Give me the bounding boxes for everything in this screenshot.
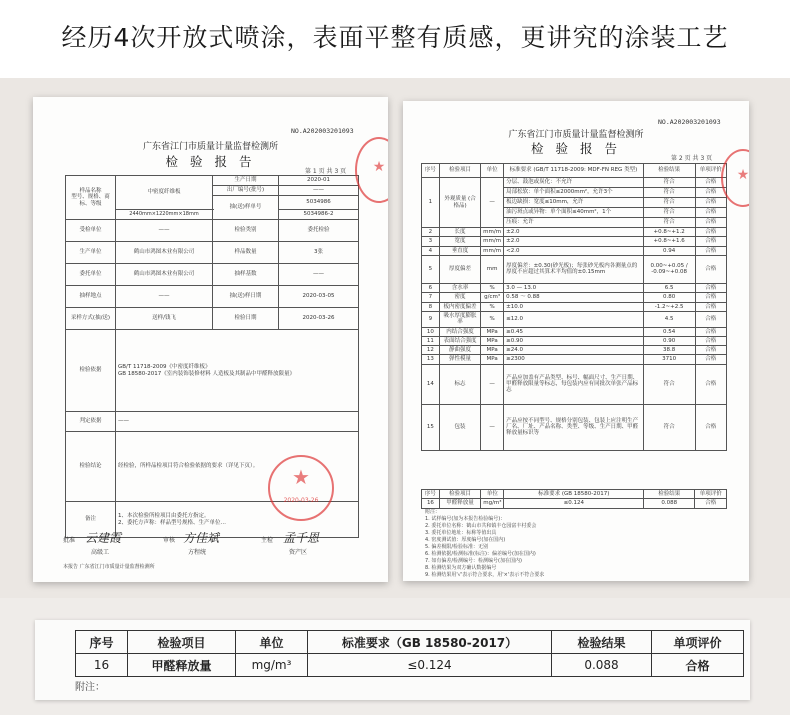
table-cell: 单位 bbox=[481, 164, 504, 178]
table-cell: 密度 bbox=[439, 293, 480, 302]
table-cell: 合格 bbox=[695, 327, 727, 336]
table-cell: 合格 bbox=[695, 218, 727, 228]
table-cell: 0.58 ～ 0.88 bbox=[504, 293, 644, 302]
table-row bbox=[422, 311, 727, 327]
approver-label: 批准 bbox=[63, 537, 76, 544]
field-label: 抽(送)样单号 bbox=[213, 196, 279, 220]
table-cell: — bbox=[481, 364, 504, 404]
zoom-header-cell: 检验项目 bbox=[128, 631, 236, 654]
zoom-header-row bbox=[76, 631, 744, 654]
zoom-header-cell: 单位 bbox=[236, 631, 308, 654]
table-cell: MPa bbox=[481, 355, 504, 364]
product-spec: 2440mm×1220mm×18mm bbox=[116, 210, 213, 220]
table-cell: 7 bbox=[422, 293, 440, 302]
table-cell: 吸水厚度膨胀率 bbox=[439, 311, 480, 327]
table-cell: 合格 bbox=[695, 293, 727, 302]
table-cell: 标准要求 (GB 18580-2017) bbox=[504, 490, 644, 499]
table-cell: — bbox=[481, 404, 504, 450]
table-row bbox=[422, 283, 727, 292]
results-table bbox=[421, 163, 727, 451]
note-line: 4. 密度测试值：厚度编号(加在国内) bbox=[425, 537, 506, 543]
zoom-cell: mg/m³ bbox=[236, 654, 308, 677]
table-row bbox=[422, 228, 727, 237]
table-cell: 长度 bbox=[439, 228, 480, 237]
table-row bbox=[422, 336, 727, 345]
table-cell: 2 bbox=[422, 228, 440, 237]
table-cell: 5 bbox=[422, 255, 440, 283]
field-value: —— bbox=[116, 220, 213, 242]
table-cell: 序号 bbox=[422, 490, 440, 499]
zoom-data-row bbox=[76, 654, 744, 677]
notes-label: 附注： bbox=[425, 509, 441, 515]
table-cell: 合格 bbox=[695, 188, 727, 198]
note-line: 8. 检测结果为双方确认数据编号 bbox=[425, 565, 497, 571]
table-cell: 合格 bbox=[695, 499, 727, 508]
table-cell: mg/m³ bbox=[481, 499, 504, 508]
zoom-header-cell: 单项评价 bbox=[652, 631, 744, 654]
table-cell: ≥0.45 bbox=[504, 327, 644, 336]
seal-star-icon: ★ bbox=[736, 167, 749, 183]
report-footer: 本报告 广东省江门市质量计量监督检测所 bbox=[63, 564, 155, 570]
table-cell: 0.80 bbox=[643, 293, 695, 302]
table-cell: 标志 bbox=[439, 364, 480, 404]
auditor-label: 审核 bbox=[163, 537, 176, 544]
table-cell: 合格 bbox=[695, 364, 727, 404]
field-value: 送样/钱飞 bbox=[116, 308, 213, 330]
table-cell: MPa bbox=[481, 346, 504, 355]
table-cell: 3.0 — 13.0 bbox=[504, 283, 644, 292]
field-value: 2020-03-05 bbox=[279, 286, 359, 308]
table-cell: 0.54 bbox=[643, 327, 695, 336]
field-label: 委托单位 bbox=[66, 264, 116, 286]
table-cell: 6.5 bbox=[643, 283, 695, 292]
table-cell: 14 bbox=[422, 364, 440, 404]
table-cell: 符合 bbox=[643, 208, 695, 218]
table-cell: 静曲强度 bbox=[439, 346, 480, 355]
table-cell: ≥2300 bbox=[504, 355, 644, 364]
note-line: 7. 如有偏差/检测编号：检测编号(加在国内) bbox=[425, 558, 522, 564]
field-value: 5034986 bbox=[279, 196, 359, 210]
field-label: 样品数量 bbox=[213, 242, 279, 264]
table-cell: 符合 bbox=[643, 178, 695, 188]
auditor-signature: 方佳斌 bbox=[183, 531, 220, 545]
table-cell: % bbox=[481, 302, 504, 311]
table-cell: 0.90 bbox=[643, 336, 695, 345]
zoom-cell: 合格 bbox=[652, 654, 744, 677]
note-line: 6. 检测依据/检测标准(标注)：偏差编号(加在国内) bbox=[425, 551, 536, 557]
table-cell: 合格 bbox=[695, 208, 727, 218]
table-cell: 9 bbox=[422, 311, 440, 327]
remark-cell: 1、本次检验所检项目由委托方指定。 2、委托方声称：样品型号规格、生产单位… bbox=[116, 502, 359, 538]
table-cell: % bbox=[481, 283, 504, 292]
table-cell: 垂直度 bbox=[439, 246, 480, 255]
table-cell: ≤0.124 bbox=[504, 499, 644, 508]
table-cell: 合格 bbox=[695, 311, 727, 327]
note-line: 9. 检测结果用'√'表示符合要求，用'×'表示不符合要求 bbox=[425, 572, 545, 578]
zoomed-result-strip bbox=[35, 620, 750, 700]
field-label: 抽样基数 bbox=[213, 264, 279, 286]
table-cell: 6 bbox=[422, 283, 440, 292]
table-cell: 内结合强度 bbox=[439, 327, 480, 336]
zoom-note: 附注： bbox=[75, 682, 105, 693]
table-cell: -1.2~+2.5 bbox=[643, 302, 695, 311]
table-cell: 检验结果 bbox=[644, 490, 695, 499]
table-cell: 4.5 bbox=[643, 311, 695, 327]
table-cell: +0.8~+1.2 bbox=[643, 228, 695, 237]
table-cell: 厚度偏差 bbox=[439, 255, 480, 283]
field-value: 2020-03-26 bbox=[279, 308, 359, 330]
report-org: 广东省江门市质量计量监督检测所 bbox=[142, 142, 278, 152]
table-cell: 分层、鼓泡或炭化：不允许 bbox=[504, 178, 644, 188]
table-row bbox=[422, 404, 727, 450]
field-label: 检验日期 bbox=[213, 308, 279, 330]
field-label: 采样方式(抽/送) bbox=[66, 308, 116, 330]
table-cell: ±2.0 bbox=[504, 237, 644, 246]
field-value: 鹤山市鸿图木业有限公司 bbox=[116, 264, 213, 286]
table-cell: ≤12.0 bbox=[504, 311, 644, 327]
field-value: 鹤山市鸿图木业有限公司 bbox=[116, 242, 213, 264]
table-cell: 合格 bbox=[695, 255, 727, 283]
red-seal-stamp bbox=[268, 455, 334, 521]
table-cell: 单位 bbox=[481, 490, 504, 499]
table-cell: 序号 bbox=[422, 164, 440, 178]
product-name: 中密度纤维板 bbox=[116, 176, 213, 210]
seal-star-icon: ★ bbox=[372, 159, 386, 175]
table-cell: 合格 bbox=[695, 336, 727, 345]
basis-cell: GB/T 11718-2009《中密度纤维板》 GB 18580-2017《室内装饰装修材料 人造板及其制品中甲醛释放限量》 bbox=[116, 330, 359, 412]
page-indicator: 第 1 页 共 3 页 bbox=[305, 168, 347, 175]
report-title: 检 验 报 告 bbox=[165, 154, 256, 169]
maker-role: 资产区 bbox=[289, 549, 308, 556]
note-line: 1. 试样编号(加为本报告检验编号)： bbox=[425, 516, 506, 522]
table-row bbox=[422, 302, 727, 311]
table-cell: 板内密度偏差 bbox=[439, 302, 480, 311]
table-cell: 局部松软：单个面积≤2000mm²，允许3个 bbox=[504, 188, 644, 198]
table-row bbox=[422, 499, 727, 508]
table-cell: 合格 bbox=[695, 237, 727, 246]
table-row bbox=[422, 355, 727, 364]
zoomed-formaldehyde-table bbox=[75, 630, 744, 677]
table-cell: 符合 bbox=[643, 198, 695, 208]
field-label: 检验依据 bbox=[66, 330, 116, 412]
table-cell: 符合 bbox=[643, 404, 695, 450]
table-cell: 弹性模量 bbox=[439, 355, 480, 364]
table-cell: 含水率 bbox=[439, 283, 480, 292]
table-cell: % bbox=[481, 311, 504, 327]
table-cell: 包装 bbox=[439, 404, 480, 450]
table-cell: g/cm³ bbox=[481, 293, 504, 302]
report-number: NO.A202003201093 bbox=[291, 127, 354, 135]
table-cell: 0.00~+0.05 / -0.09~+0.08 bbox=[643, 255, 695, 283]
zoom-header-cell: 标准要求（GB 18580-2017） bbox=[308, 631, 552, 654]
table-cell: 符合 bbox=[643, 364, 695, 404]
formaldehyde-table bbox=[421, 489, 727, 509]
table-cell: ±2.0 bbox=[504, 228, 644, 237]
table-cell: 38.8 bbox=[643, 346, 695, 355]
field-label: 判定依据 bbox=[66, 412, 116, 432]
table-cell: mm/m bbox=[481, 237, 504, 246]
field-label: 生产单位 bbox=[66, 242, 116, 264]
zoom-cell: ≤0.124 bbox=[308, 654, 552, 677]
table-row bbox=[422, 293, 727, 302]
table-row bbox=[422, 255, 727, 283]
table-cell: +0.8~+1.6 bbox=[643, 237, 695, 246]
table-cell: <2.0 bbox=[504, 246, 644, 255]
table-cell: 3 bbox=[422, 237, 440, 246]
table-cell: 单项评价 bbox=[695, 164, 727, 178]
table-row bbox=[422, 246, 727, 255]
field-label: 检验类别 bbox=[213, 220, 279, 242]
zoom-header-cell: 序号 bbox=[76, 631, 128, 654]
table-cell: 合格 bbox=[695, 198, 727, 208]
table-row bbox=[422, 346, 727, 355]
table-cell: 16 bbox=[422, 499, 440, 508]
table-cell: 10 bbox=[422, 327, 440, 336]
table-cell: 合格 bbox=[695, 404, 727, 450]
zoom-cell: 0.088 bbox=[552, 654, 652, 677]
table-cell: 压痕：允许 bbox=[504, 218, 644, 228]
table-cell: 12 bbox=[422, 346, 440, 355]
table-cell: 0.94 bbox=[643, 246, 695, 255]
table-header-row bbox=[422, 490, 727, 499]
field-value: —— bbox=[279, 264, 359, 286]
table-cell: 单项评价 bbox=[695, 490, 727, 499]
seal-date: 2020-03-26 bbox=[283, 497, 319, 504]
table-cell: — bbox=[481, 178, 504, 228]
table-cell: 合格 bbox=[695, 283, 727, 292]
table-cell: 外观质量 (合格品) bbox=[439, 178, 480, 228]
table-row bbox=[422, 178, 727, 188]
table-cell: 标准要求 (GB/T 11718-2009: MDF-FN REG 类型) bbox=[504, 164, 644, 178]
table-cell: 合格 bbox=[695, 178, 727, 188]
maker-label: 主检 bbox=[261, 537, 274, 544]
table-cell: 0.088 bbox=[644, 499, 695, 508]
note-line: 2. 委托单位名称：鹤山市共和镇丰仓园富丰村委会 bbox=[425, 523, 537, 529]
table-cell: 甲醛释放量 bbox=[439, 499, 480, 508]
field-label: 备注 bbox=[66, 502, 116, 538]
field-label: 抽(送)样日期 bbox=[213, 286, 279, 308]
table-cell: 1 bbox=[422, 178, 440, 228]
table-cell: 8 bbox=[422, 302, 440, 311]
field-label: 检验结论 bbox=[66, 432, 116, 502]
conclusion-text: 经检验，所样品检项目符合检验依据的要求（详见下页）。 bbox=[116, 432, 359, 502]
report-number: NO.A202003201093 bbox=[658, 118, 721, 126]
table-cell: 宽度 bbox=[439, 237, 480, 246]
table-cell: 11 bbox=[422, 336, 440, 345]
table-cell: mm/m bbox=[481, 228, 504, 237]
table-header-row bbox=[422, 164, 727, 178]
table-cell: ≥24.0 bbox=[504, 346, 644, 355]
table-row bbox=[422, 237, 727, 246]
field-label: 生产日期 bbox=[213, 176, 279, 186]
field-value: 3张 bbox=[279, 242, 359, 264]
table-cell: 3710 bbox=[643, 355, 695, 364]
test-report-cover-sheet bbox=[33, 97, 388, 582]
zoom-cell: 甲醛释放量 bbox=[128, 654, 236, 677]
table-cell: 板边缺损：宽度≤10mm，允许 bbox=[504, 198, 644, 208]
report-notes bbox=[425, 509, 725, 579]
report-title: 检 验 报 告 bbox=[531, 141, 621, 156]
table-cell: 4 bbox=[422, 246, 440, 255]
approver-signature: 云建霞 bbox=[85, 531, 122, 545]
note-line: 3. 委托单位地址：标称等值出具 bbox=[425, 530, 497, 536]
table-cell: MPa bbox=[481, 336, 504, 345]
zoom-cell: 16 bbox=[76, 654, 128, 677]
report-org: 广东省江门市质量计量监督检测所 bbox=[508, 130, 644, 140]
auditor-role: 方程统 bbox=[188, 549, 207, 556]
table-cell: ≥0.90 bbox=[504, 336, 644, 345]
table-cell: ±10.0 bbox=[504, 302, 644, 311]
table-cell: 15 bbox=[422, 404, 440, 450]
table-cell: mm bbox=[481, 255, 504, 283]
seal-star-icon: ★ bbox=[292, 465, 310, 489]
table-cell: 合格 bbox=[695, 355, 727, 364]
page-indicator: 第 2 页 共 3 页 bbox=[671, 155, 713, 162]
table-cell: 产品应按不同型号、规格分别包装、包装上应注明生产厂名、厂址、产品名称、类型、等级、生产日期、甲醛释放量标识等 bbox=[504, 404, 644, 450]
field-value: 5034986-2 bbox=[279, 210, 359, 220]
table-cell: 厚度偏差：±0.30(砂光板)；每张砂光板内各测量点的厚度不应超过其算术平均值的±0.15mm bbox=[504, 255, 644, 283]
field-value: 委托检验 bbox=[279, 220, 359, 242]
field-value: —— bbox=[116, 412, 359, 432]
field-label: 受检单位 bbox=[66, 220, 116, 242]
maker-signature: 孟千恩 bbox=[283, 531, 320, 545]
table-cell: 产品应加盖有产品类型、标号、幅面尺寸、生产日期、甲醛释放限量等标志，每包装内应有同批次单张产品标志 bbox=[504, 364, 644, 404]
field-value: —— bbox=[279, 186, 359, 196]
table-cell: 合格 bbox=[695, 346, 727, 355]
table-cell: 合格 bbox=[695, 246, 727, 255]
field-label: 出厂编号(批号) bbox=[213, 186, 279, 196]
table-cell: 符合 bbox=[643, 218, 695, 228]
field-value: 2020-01 bbox=[279, 176, 359, 186]
note-line: 5. 偏差极限/检验标准：无别 bbox=[425, 544, 489, 550]
product-label-cell: 样品名称 型号、规格、商标、等级 bbox=[66, 176, 116, 220]
approver-role: 高级工 bbox=[91, 549, 110, 556]
headline: 经历4次开放式喷涂，表面平整有质感，更讲究的涂装工艺 bbox=[61, 23, 729, 52]
table-cell: 检验项目 bbox=[439, 164, 480, 178]
field-value: —— bbox=[116, 286, 213, 308]
field-label: 抽样地点 bbox=[66, 286, 116, 308]
table-cell: 合格 bbox=[695, 302, 727, 311]
table-cell: 检验结果 bbox=[643, 164, 695, 178]
table-cell: 13 bbox=[422, 355, 440, 364]
table-cell: 合格 bbox=[695, 228, 727, 237]
zoom-header-cell: 检验结果 bbox=[552, 631, 652, 654]
table-cell: mm/m bbox=[481, 246, 504, 255]
table-cell: 表面结合强度 bbox=[439, 336, 480, 345]
table-row bbox=[422, 364, 727, 404]
table-cell: MPa bbox=[481, 327, 504, 336]
table-cell: 油污斑点或异物：单个面积≤40mm²，1个 bbox=[504, 208, 644, 218]
table-cell: 符合 bbox=[643, 188, 695, 198]
table-row bbox=[422, 327, 727, 336]
test-report-results-sheet bbox=[403, 101, 749, 581]
table-cell: 检验项目 bbox=[439, 490, 480, 499]
